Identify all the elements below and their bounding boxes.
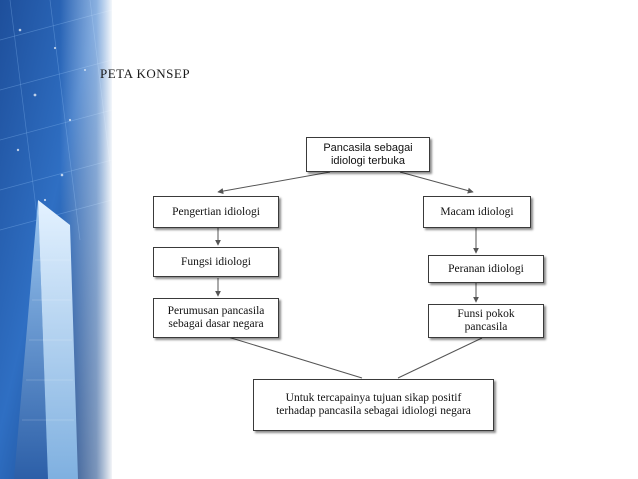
node-root: Pancasila sebagai idiologi terbuka bbox=[306, 137, 430, 172]
node-right-1: Macam idiologi bbox=[423, 196, 531, 228]
node-right-2: Peranan idiologi bbox=[428, 255, 544, 283]
node-right-3: Funsi pokok pancasila bbox=[428, 304, 544, 338]
slide-title: PETA KONSEP bbox=[100, 66, 191, 81]
node-conclusion: Untuk tercapainya tujuan sikap positif terhadap pancasila sebagai idiologi negara bbox=[253, 379, 494, 431]
node-left-2: Fungsi idiologi bbox=[153, 247, 279, 277]
arrow-root-to-pengertian bbox=[218, 172, 330, 192]
line-funsi-to-conclusion bbox=[398, 338, 482, 378]
node-left-1: Pengertian idiologi bbox=[153, 196, 279, 228]
line-perumusan-to-conclusion bbox=[228, 337, 362, 378]
node-left-3: Perumusan pancasila sebagai dasar negara bbox=[153, 298, 279, 338]
arrow-root-to-macam bbox=[400, 172, 473, 192]
